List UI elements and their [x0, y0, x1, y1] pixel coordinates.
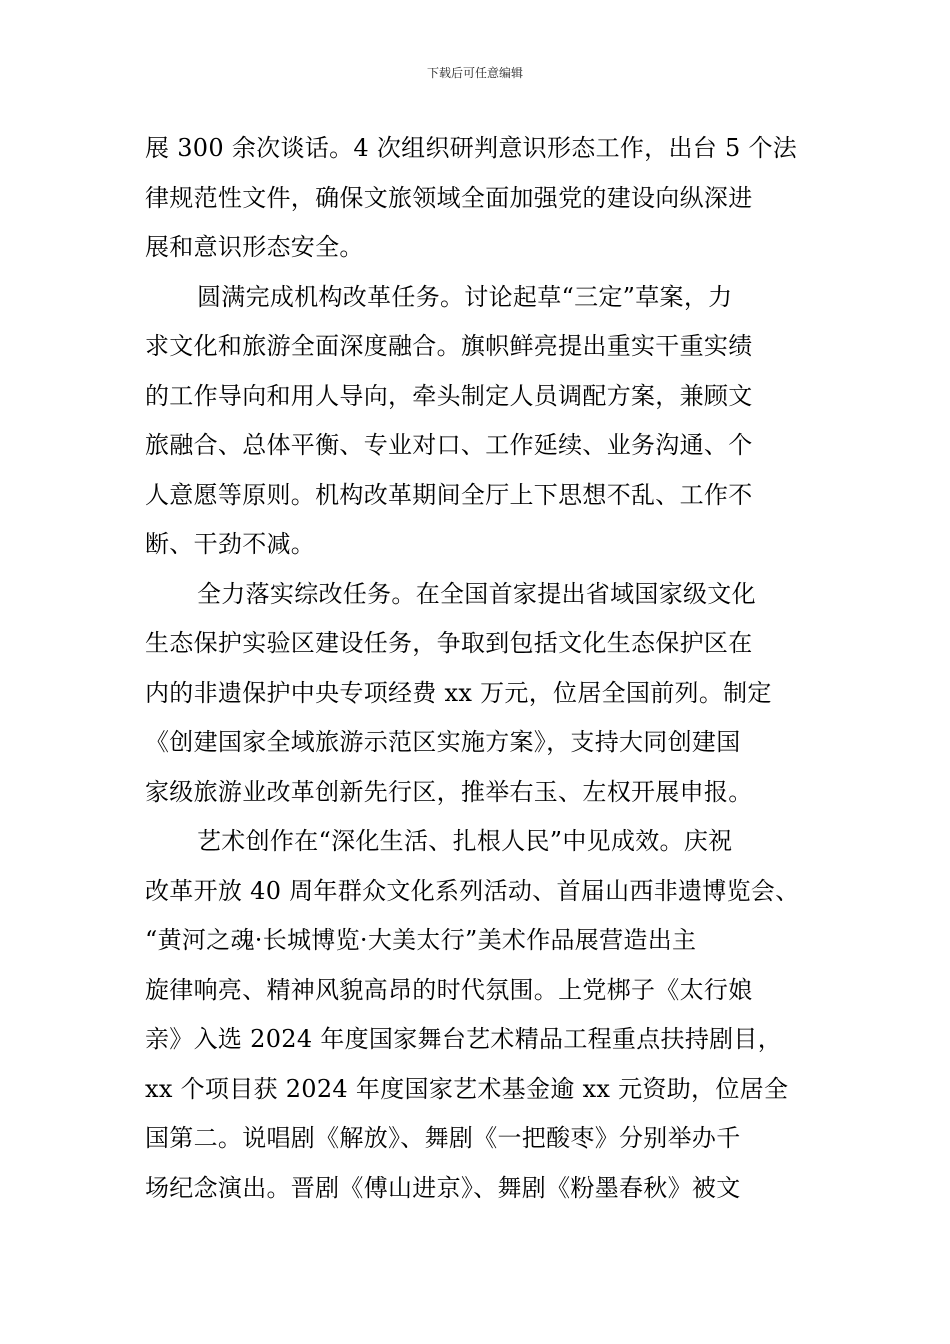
text-line: “黄河之魂·长城博览·大美太行”美术作品展营造出主 — [145, 926, 697, 954]
text-line: 旋律响亮、精神风貌高昂的时代氛围。上党梆子《太行娘 — [145, 975, 753, 1004]
text-line: 《创建国家全域旅游示范区实施方案》，支持大同创建国 — [145, 728, 741, 756]
page-header: 下载后可任意编辑 — [426, 66, 523, 80]
text-line: xx 个项目获 2024 年度国家艺术基金逾 xx 元资助，位居全 — [145, 1074, 789, 1103]
text-line: 展和意识形态安全。 — [145, 233, 364, 261]
text-line: 改革开放 40 周年群众文化系列活动、首届山西非遗博览会、 — [145, 876, 800, 905]
text-line: 圆满完成机构改革任务。讨论起草“三定”草案，力 — [197, 282, 733, 311]
paragraph-3 — [145, 570, 810, 818]
text-line: 艺术创作在“深化生活、扎根人民”中见成效。庆祝 — [197, 827, 733, 855]
text-line: 断、干劲不减。 — [145, 530, 316, 558]
text-line: 求文化和旅游全面深度融合。旗帜鲜亮提出重实干重实绩 — [145, 332, 753, 360]
text-line: 亲》入选 2024 年度国家舞台艺术精品工程重点扶持剧目， — [145, 1025, 783, 1053]
paragraph-2 — [145, 273, 810, 570]
text-line: 国第二。说唱剧《解放》、舞剧《一把酸枣》分别举办千 — [145, 1124, 741, 1152]
text-line: 全力落实综改任务。在全国首家提出省域国家级文化 — [197, 579, 756, 608]
text-line: 内的非遗保护中央专项经费 xx 万元，位居全国前列。制定 — [145, 678, 772, 707]
text-line: 的工作导向和用人导向，牵头制定人员调配方案，兼顾文 — [145, 381, 753, 410]
paragraph-4 — [145, 817, 810, 1213]
text-line: 旅融合、总体平衡、专业对口、工作延续、业务沟通、个 — [145, 431, 753, 459]
paragraph-1 — [145, 124, 810, 273]
text-line: 场纪念演出。晋剧《傅山进京》、舞剧《粉墨春秋》被文 — [145, 1173, 741, 1202]
text-line: 生态保护实验区建设任务，争取到包括文化生态保护区在 — [145, 629, 753, 657]
text-line: 展 300 余次谈话。4 次组织研判意识形态工作，出台 5 个法 — [145, 134, 798, 162]
document-body — [145, 124, 810, 1213]
text-line: 人意愿等原则。机构改革期间全厅上下思想不乱、工作不 — [145, 480, 753, 509]
text-line: 家级旅游业改革创新先行区，推举右玉、左权开展申报。 — [145, 777, 753, 806]
text-line: 律规范性文件，确保文旅领域全面加强党的建设向纵深进 — [145, 183, 753, 212]
